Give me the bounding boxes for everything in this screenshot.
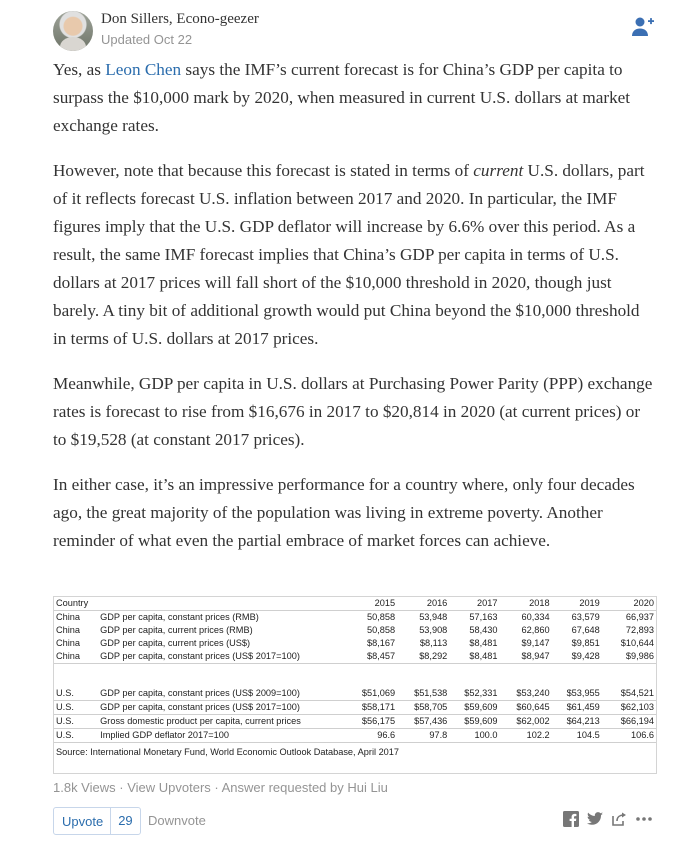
table-row <box>54 729 656 743</box>
more-icon[interactable] <box>635 816 653 822</box>
value-cell: 67,648 <box>571 625 600 635</box>
table-row <box>54 701 656 715</box>
value-cell: 53,948 <box>419 612 448 622</box>
author-avatar[interactable] <box>53 11 93 51</box>
indicator-cell: GDP per capita, current prices (US$) <box>100 638 251 648</box>
value-cell: 2017 <box>449 597 499 611</box>
downvote-button[interactable]: Downvote <box>148 813 206 828</box>
table-row <box>54 597 656 611</box>
answer-text: However, note that because this forecast is stated in terms of <box>53 161 474 180</box>
spacer-cell <box>54 664 656 679</box>
value-cell: 97.8 <box>397 729 449 743</box>
value-cell: $64,213 <box>552 715 602 729</box>
value-cell: $66,194 <box>602 715 656 729</box>
value-cell: $8,947 <box>499 650 551 664</box>
value-cell: 66,937 <box>625 612 654 622</box>
value-cell: 60,334 <box>521 612 550 622</box>
answer-body <box>53 56 653 572</box>
value-cell: 104.5 <box>552 729 602 743</box>
upvote-button[interactable] <box>53 807 141 835</box>
value-cell: $61,459 <box>552 701 602 715</box>
value-cell: $8,457 <box>345 650 397 664</box>
value-cell: 63,579 <box>571 612 600 622</box>
value-cell: $54,521 <box>602 687 656 701</box>
value-cell: $9,986 <box>602 650 656 664</box>
value-cell: $56,175 <box>345 715 397 729</box>
action-bar <box>53 807 653 835</box>
answer-text: Yes, as <box>53 60 106 79</box>
value-cell: $8,481 <box>449 650 499 664</box>
spacer-cell <box>54 678 656 687</box>
value-cell: $62,103 <box>602 701 656 715</box>
value-cell: $10,644 <box>620 638 654 648</box>
separator: · <box>210 780 222 795</box>
indicator-cell: GDP per capita, constant prices (US$ 2009=100) <box>98 687 345 701</box>
table-spacer <box>54 678 656 687</box>
value-cell: 53,908 <box>419 625 448 635</box>
value-cell: 57,163 <box>469 612 498 622</box>
table-row <box>54 611 656 625</box>
view-upvoters-link[interactable]: View Upvoters <box>127 780 211 795</box>
value-cell: $60,645 <box>499 701 551 715</box>
country-cell: China <box>54 650 98 664</box>
gdp-table-image[interactable] <box>53 596 657 774</box>
value-cell: 50,858 <box>367 612 396 622</box>
answer-requested-by[interactable]: Answer requested by Hui Liu <box>221 780 388 795</box>
value-cell: $59,609 <box>449 715 499 729</box>
country-cell: China <box>56 638 81 648</box>
value-cell: 100.0 <box>449 729 499 743</box>
table-spacer <box>54 664 656 679</box>
value-cell: 50,858 <box>367 625 396 635</box>
country-cell: China <box>56 625 81 635</box>
value-cell: 106.6 <box>602 729 656 743</box>
add-user-icon[interactable] <box>631 15 655 39</box>
value-cell: 2016 <box>397 597 449 611</box>
facebook-icon[interactable] <box>563 811 579 827</box>
answer-paragraph-1 <box>53 56 653 140</box>
upvote-label: Upvote <box>62 813 104 829</box>
value-cell: 96.6 <box>345 729 397 743</box>
indicator-cell: GDP per capita, constant prices (US$ 2017=100) <box>98 650 345 664</box>
value-cell: $9,428 <box>552 650 602 664</box>
value-cell: $58,705 <box>397 701 449 715</box>
emphasis-text: current <box>473 161 524 180</box>
twitter-icon[interactable] <box>587 812 603 826</box>
answer-paragraph-2 <box>53 157 653 353</box>
value-cell: 2020 <box>602 597 656 611</box>
value-cell: $52,331 <box>449 687 499 701</box>
value-cell: $53,955 <box>552 687 602 701</box>
answer-text: says the IMF’s current forecast is for China’s GDP per capita to surpass the $10,000 mark by 2020, when measured in current U.S. dollars at market exchange rates. <box>53 60 631 135</box>
author-name[interactable]: Don Sillers, Econo-geezer <box>101 11 259 27</box>
value-cell: $53,240 <box>499 687 551 701</box>
table-row <box>54 650 656 664</box>
table-row <box>54 637 656 650</box>
table-row <box>54 687 656 701</box>
value-cell: 72,893 <box>625 625 654 635</box>
indicator-cell: Gross domestic product per capita, current prices <box>98 715 345 729</box>
country-cell: China <box>56 612 81 622</box>
value-cell: $58,171 <box>345 701 397 715</box>
value-cell: 2019 <box>552 597 602 611</box>
value-cell: $57,436 <box>397 715 449 729</box>
answer-meta <box>53 780 388 795</box>
value-cell: 2015 <box>345 597 397 611</box>
leon-chen-link[interactable]: Leon Chen <box>105 60 182 79</box>
value-cell: $51,069 <box>345 687 397 701</box>
indicator-cell <box>98 597 345 611</box>
country-cell: U.S. <box>54 687 98 701</box>
views-count[interactable]: 1.8k Views <box>53 780 116 795</box>
share-icons <box>563 811 653 827</box>
table-row <box>54 624 656 637</box>
upvote-count: 29 <box>110 808 139 834</box>
updated-date[interactable]: Updated Oct 22 <box>101 32 193 47</box>
value-cell: $8,113 <box>419 638 448 648</box>
indicator-cell: GDP per capita, constant prices (RMB) <box>100 612 259 622</box>
answer-paragraph-3: Meanwhile, GDP per capita in U.S. dollars at Purchasing Power Parity (PPP) exchange rates is forecast to rise from $16,676 in 2017 to $20,814 in 2020 (at current prices) or to $19,528 (at constant 2017 prices). <box>53 374 653 449</box>
value-cell: $62,002 <box>499 715 551 729</box>
value-cell: $51,538 <box>397 687 449 701</box>
separator: · <box>115 780 128 795</box>
country-cell: Country <box>54 597 98 611</box>
indicator-cell: GDP per capita, constant prices (US$ 2017=100) <box>98 701 345 715</box>
value-cell: 102.2 <box>499 729 551 743</box>
value-cell: $8,292 <box>397 650 449 664</box>
indicator-cell: Implied GDP deflator 2017=100 <box>98 729 345 743</box>
table-row <box>54 715 656 729</box>
gdp-table <box>54 597 656 743</box>
country-cell: U.S. <box>54 729 98 743</box>
value-cell: 2018 <box>499 597 551 611</box>
indicator-cell: GDP per capita, current prices (RMB) <box>100 625 253 635</box>
answer-header <box>53 11 663 51</box>
table-source: Source: International Monetary Fund, World Economic Outlook Database, April 2017 <box>56 747 400 757</box>
share-icon[interactable] <box>611 812 627 826</box>
value-cell: $9,851 <box>571 638 600 648</box>
answer-text: U.S. dollars, part of it reflects forecast U.S. inflation between 2017 and 2020. In particular, the IMF figures imply that the U.S. GDP deflator will increase by 6.6% over this period. As a result, the same IMF forecast implies that China’s GDP per capita in terms of U.S. dollars at 2017 prices will fall short of the $10,000 threshold in 2020, though just barely. A tiny bit of additional growth would put China beyond the $10,000 threshold in terms of U.S. dollars at 2017 prices. <box>53 161 645 348</box>
value-cell: 62,860 <box>521 625 550 635</box>
value-cell: $59,609 <box>449 701 499 715</box>
value-cell: $8,481 <box>469 638 498 648</box>
country-cell: U.S. <box>54 715 98 729</box>
answer-paragraph-4: In either case, it’s an impressive performance for a country where, only four decades ago, the great majority of the population was living in extreme poverty. Another reminder of what even the partial embrace of market forces can achieve. <box>53 475 635 550</box>
value-cell: $9,147 <box>521 638 550 648</box>
value-cell: $8,167 <box>367 638 396 648</box>
value-cell: 58,430 <box>469 625 498 635</box>
country-cell: U.S. <box>54 701 98 715</box>
